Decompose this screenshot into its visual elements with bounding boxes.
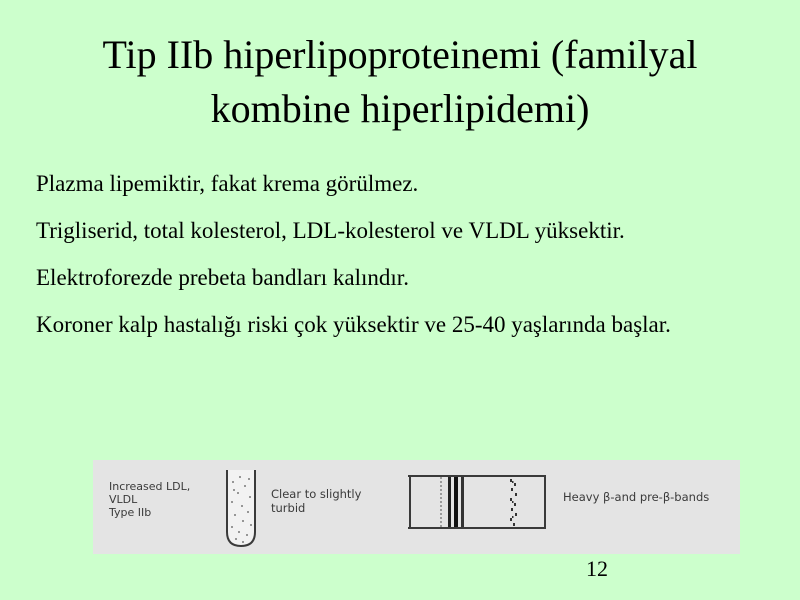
pre-beta-band	[510, 479, 517, 526]
test-tube-icon	[223, 468, 259, 550]
electrophoresis-strip	[408, 474, 548, 530]
beta-band-2	[454, 477, 458, 527]
beta-band-3	[461, 477, 464, 527]
figure-label-line-1: Increased LDL,	[109, 480, 191, 493]
bullet-electrophoresis: Elektroforezde prebeta bandları kalındır.	[36, 265, 409, 290]
electrophoresis-figure	[93, 460, 740, 554]
bullet-plasma: Plazma lipemiktir, fakat krema görülmez.	[36, 171, 419, 196]
bullet-list	[36, 166, 756, 354]
slide-title	[20, 28, 780, 136]
bullet-lipids: Trigliserid, total kolesterol, LDL-kolesterol ve VLDL yüksektir.	[36, 218, 625, 243]
figure-label-line-3: Type IIb	[109, 506, 152, 519]
beta-band-1	[448, 477, 451, 527]
title-line-1: Tip IIb hiperlipoproteinemi (familyal	[102, 32, 698, 77]
tube-description-line-2: turbid	[271, 501, 306, 515]
figure-type-label	[109, 480, 190, 519]
bullet-coronary-risk: Koroner kalp hastalığı riski çok yüksektir ve 25-40 yaşlarında başlar.	[36, 312, 671, 337]
title-line-2: kombine hiperlipidemi)	[210, 86, 590, 131]
band-description: Heavy β-and pre-β-bands	[563, 490, 710, 504]
tube-description-line-1: Clear to slightly	[271, 487, 362, 501]
tube-description	[271, 487, 361, 515]
figure-label-line-2: VLDL	[109, 493, 138, 506]
page-number: 12	[586, 556, 608, 581]
